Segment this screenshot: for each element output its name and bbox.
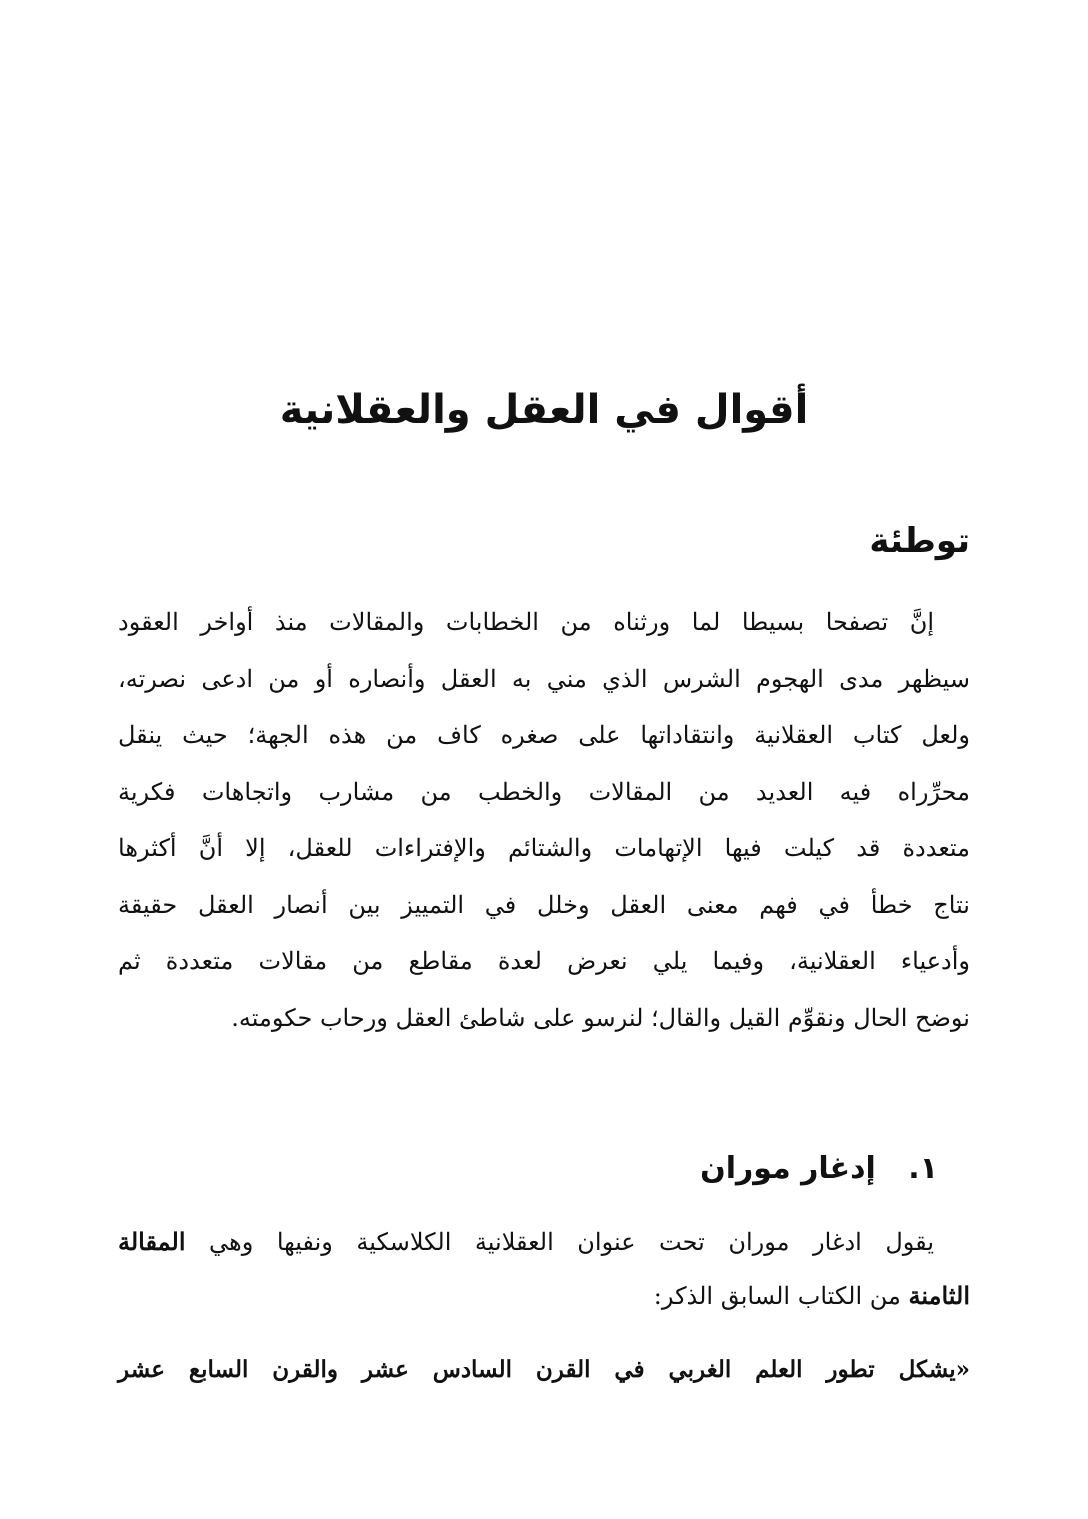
section-heading: توطئة (869, 521, 970, 561)
page-title: أقوال في العقل والعقلانية (279, 387, 809, 433)
intro-line: محرِّراه فيه العديد من المقالات والخطب من مشارب واتجاهات فكرية (118, 777, 970, 806)
paragraph-line (118, 1269, 970, 1323)
intro-line: نوضح الحال ونقوِّم القيل والقال؛ لنرسو على شاطئ العقل ورحاب حكومته. (231, 1003, 970, 1032)
intro-line: وأدعياء العقلانية، وفيما يلي نعرض لعدة مقاطع من مقالات متعددة ثم (118, 947, 970, 975)
intro-line: إنَّ تصفحا بسيطا لما ورثناه من الخطابات والمقالات منذ أواخر العقود (118, 608, 934, 636)
bold-text: المقالة (118, 1227, 186, 1256)
subsection-title: إدغار موران (700, 1151, 876, 1186)
paragraph-text: يقول ادغار موران تحت عنوان العقلانية الكلاسكية ونفيها وهي (185, 1228, 934, 1256)
intro-line: متعددة قد كيلت فيها الإتهامات والشتائم والإفتراءات للعقل، إلا أنَّ أكثرها (118, 834, 970, 862)
paragraph-line (118, 1215, 970, 1269)
subsection-number: ١. (908, 1151, 938, 1186)
intro-line: سيظهر مدى الهجوم الشرس الذي مني به العقل وأنصاره أو من ادعى نصرته، (118, 664, 970, 693)
moran-intro-paragraph (118, 1215, 970, 1323)
intro-line: نتاج خطأ في فهم معنى العقل وخلل في التمييز بين أنصار العقل حقيقة (118, 890, 970, 919)
intro-paragraph (118, 594, 970, 1046)
quote-line: «يشكل تطور العلم الغربي في القرن السادس عشر والقرن السابع عشر (118, 1356, 970, 1383)
subsection-heading (700, 1144, 938, 1194)
intro-line: ولعل كتاب العقلانية وانتقاداتها على صغره كاف من هذه الجهة؛ حيث ينقل (118, 721, 970, 749)
bold-text: الثامنة (908, 1281, 970, 1310)
paragraph-text: من الكتاب السابق الذكر: (653, 1282, 909, 1310)
